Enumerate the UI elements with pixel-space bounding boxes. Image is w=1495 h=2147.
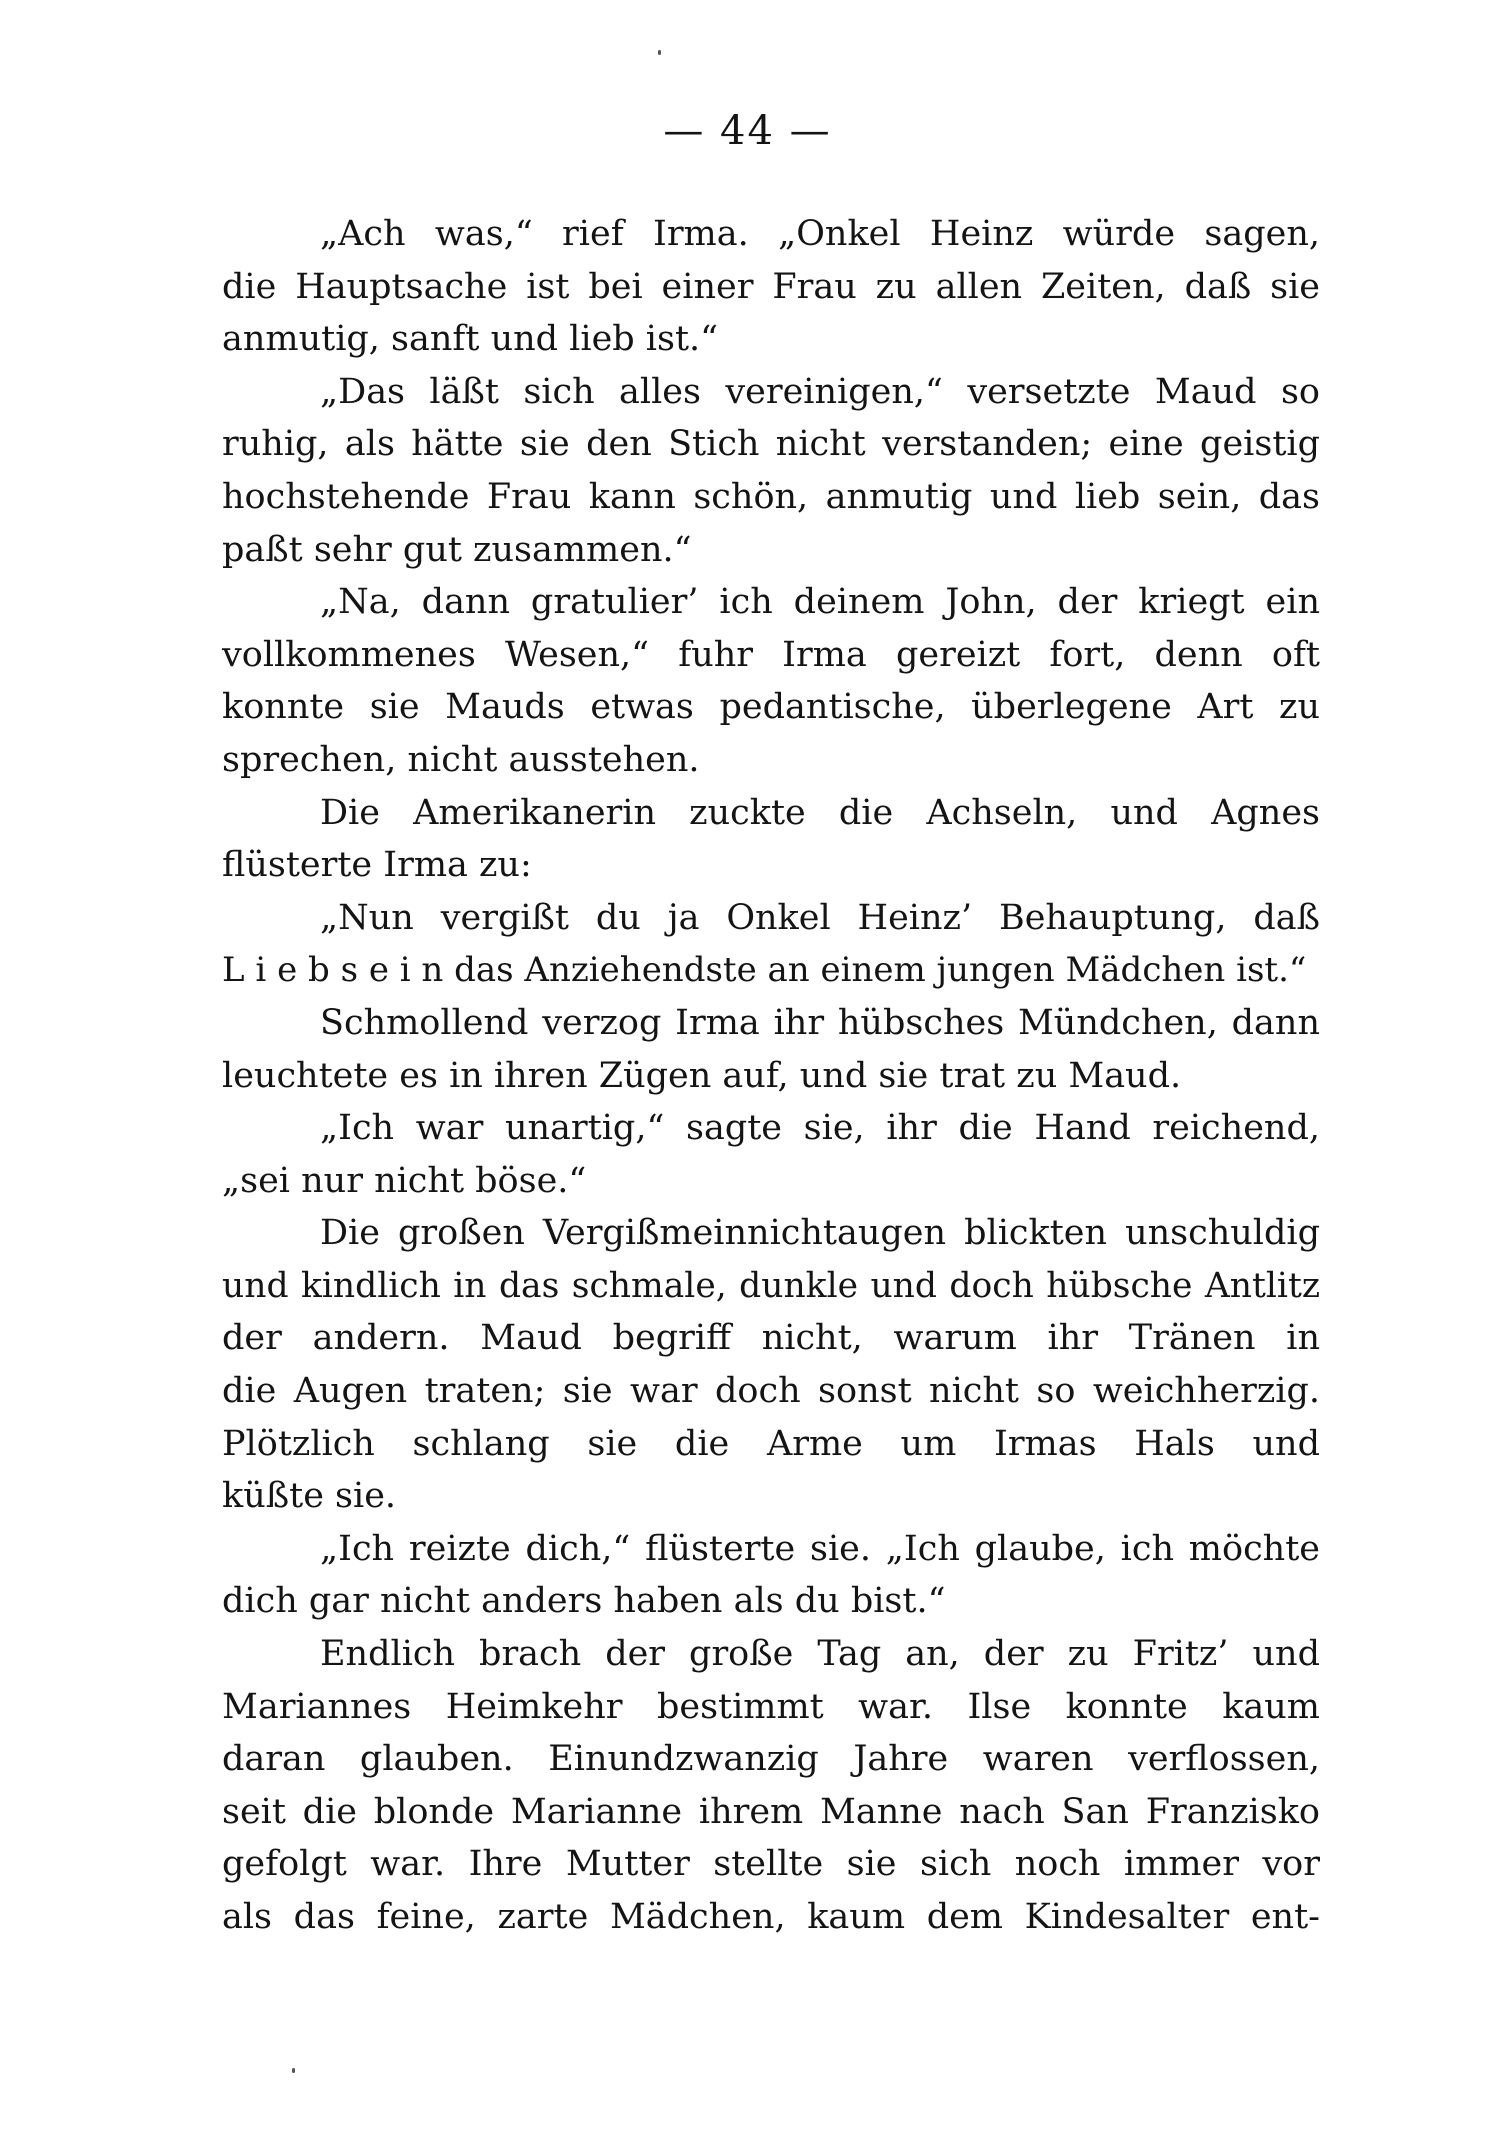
text-line: ruhig, als hätte sie den Stich nicht verstanden; eine geistig [222, 424, 1320, 465]
text-line: paßt sehr gut zusammen.“ [222, 529, 692, 570]
paragraph [222, 1628, 1320, 1944]
text-line: daran glauben. Einundzwanzig Jahre waren verflossen, [222, 1739, 1320, 1780]
text-line: Plötzlich schlang sie die Arme um Irmas Hals und [222, 1423, 1320, 1464]
paragraph [222, 892, 1320, 997]
text-line: vollkommenes Wesen,“ fuhr Irma gereizt fort, denn oft [222, 634, 1320, 675]
text-line: anmutig, sanft und lieb ist.“ [222, 319, 719, 360]
paragraph [222, 997, 1320, 1102]
text-line: als das feine, zarte Mädchen, kaum dem Kindesalter ent- [222, 1897, 1320, 1937]
text-line: und kindlich in das schmale, dunkle und doch hübsche Antlitz [222, 1265, 1320, 1306]
text-line: „sei nur nicht böse.“ [222, 1160, 587, 1201]
page-number: — 44 — [663, 108, 832, 154]
text-line: Endlich brach der große Tag an, der zu Fritz’ und [320, 1634, 1320, 1675]
paper-speck [292, 2068, 295, 2073]
text-line: Schmollend verzog Irma ihr hübsches Mündchen, dann [320, 1002, 1320, 1043]
paragraph [222, 1102, 1320, 1207]
paragraph [222, 366, 1320, 576]
text-line: „Ich war unartig,“ sagte sie, ihr die Hand reichend, [320, 1108, 1320, 1149]
text-line: seit die blonde Marianne ihrem Manne nach San Franzisko [222, 1791, 1320, 1832]
text-line: leuchtete es in ihren Zügen auf, und sie trat zu Maud. [222, 1055, 1182, 1096]
text-line: die Augen traten; sie war doch sonst nicht so weichherzig. [222, 1371, 1320, 1412]
text-line: küßte sie. [222, 1476, 397, 1517]
paragraph [222, 1207, 1320, 1523]
text-line: dich gar nicht anders haben als du bist.“ [222, 1581, 946, 1622]
text-body [222, 208, 1320, 1944]
text-line: L i e b s e i n das Anziehendste an einem jungen Mädchen ist.“ [222, 950, 1307, 991]
text-line: „Ich reizte dich,“ flüsterte sie. „Ich glaube, ich möchte [320, 1528, 1320, 1569]
paragraph [222, 208, 1320, 366]
text-line: die Hauptsache ist bei einer Frau zu allen Zeiten, daß sie [222, 266, 1320, 307]
paragraph [222, 787, 1320, 892]
text-line: Mariannes Heimkehr bestimmt war. Ilse konnte kaum [222, 1686, 1320, 1727]
text-line: „Ach was,“ rief Irma. „Onkel Heinz würde sagen, [320, 214, 1320, 254]
text-line: hochstehende Frau kann schön, anmutig und lieb sein, das [222, 476, 1320, 517]
text-line: Die großen Vergißmeinnichtaugen blickten unschuldig [320, 1213, 1320, 1254]
text-line: flüsterte Irma zu: [222, 845, 532, 886]
text-line: der andern. Maud begriff nicht, warum ihr Tränen in [222, 1318, 1320, 1359]
text-line: konnte sie Mauds etwas pedantische, überlegene Art zu [222, 687, 1320, 728]
paper-speck [658, 50, 661, 55]
text-line: „Das läßt sich alles vereinigen,“ versetzte Maud so [320, 371, 1320, 412]
text-line: gefolgt war. Ihre Mutter stellte sie sich noch immer vor [222, 1844, 1320, 1885]
text-line: Die Amerikanerin zuckte die Achseln, und Agnes [320, 792, 1320, 833]
text-line: „Na, dann gratulier’ ich deinem John, der kriegt ein [320, 582, 1320, 623]
paragraph [222, 1523, 1320, 1628]
text-line: sprechen, nicht ausstehen. [222, 739, 700, 780]
paragraph [222, 576, 1320, 786]
text-line: „Nun vergißt du ja Onkel Heinz’ Behauptung, daß [320, 897, 1320, 938]
